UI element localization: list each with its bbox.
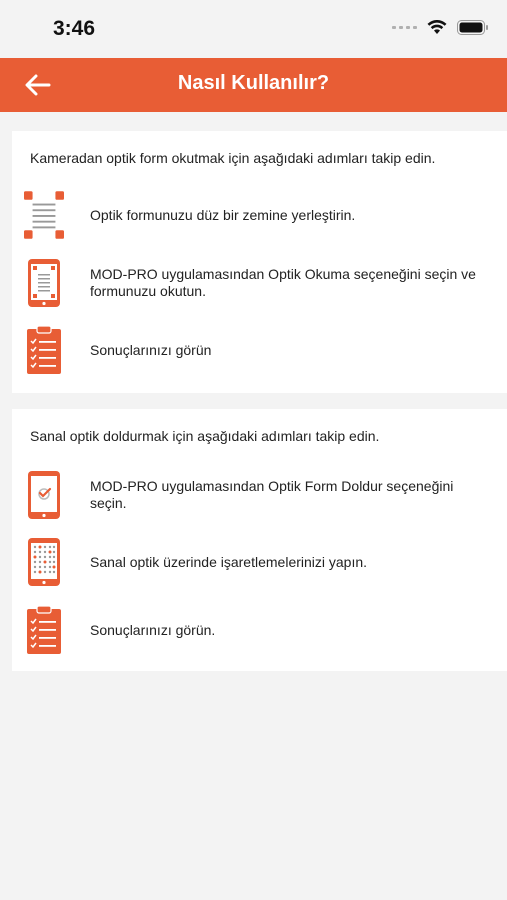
- virtual-steps-card: [12, 409, 507, 671]
- status-time: 3:46: [53, 17, 96, 40]
- step-text: MOD-PRO uygulamasından Optik Okuma seçeneğini seçin ve formunuzu okutun.: [90, 266, 476, 299]
- clipboard-list-icon: [24, 604, 64, 656]
- step-see-results: [24, 324, 495, 376]
- step-select-scan: [24, 257, 495, 309]
- step-place-form: [24, 189, 495, 241]
- step-text: Sonuçlarınızı görün.: [90, 621, 216, 638]
- signal-icon: [392, 26, 417, 29]
- phone-scan-icon: [24, 257, 64, 309]
- step-text: Optik formunuzu düz bir zemine yerleştirin.: [90, 206, 356, 223]
- camera-steps-card: [12, 131, 507, 393]
- step-text: MOD-PRO uygulamasından Optik Form Doldur seçeneğini seçin.: [90, 478, 454, 511]
- status-icons: [392, 20, 489, 35]
- step-see-results: [24, 604, 495, 656]
- phone-grid-icon: [24, 536, 64, 588]
- step-text: Sanal optik üzerinde işaretlemelerinizi yapın.: [90, 553, 368, 570]
- status-bar: [0, 0, 507, 58]
- card-intro: Sanal optik doldurmak için aşağıdaki adımları takip edin.: [30, 428, 380, 444]
- clipboard-list-icon: [24, 324, 64, 376]
- card-intro: Kameradan optik form okutmak için aşağıdaki adımları takip edin.: [30, 150, 436, 166]
- step-select-fill: [24, 469, 495, 521]
- wifi-icon: [427, 20, 447, 35]
- phone-check-icon: [24, 469, 64, 521]
- step-text: Sonuçlarınızı görün: [90, 341, 212, 358]
- scan-form-icon: [24, 189, 64, 241]
- battery-icon: [457, 20, 489, 35]
- app-header: [0, 58, 507, 112]
- page-title: Nasıl Kullanılır?: [177, 72, 330, 94]
- step-mark: [24, 536, 495, 588]
